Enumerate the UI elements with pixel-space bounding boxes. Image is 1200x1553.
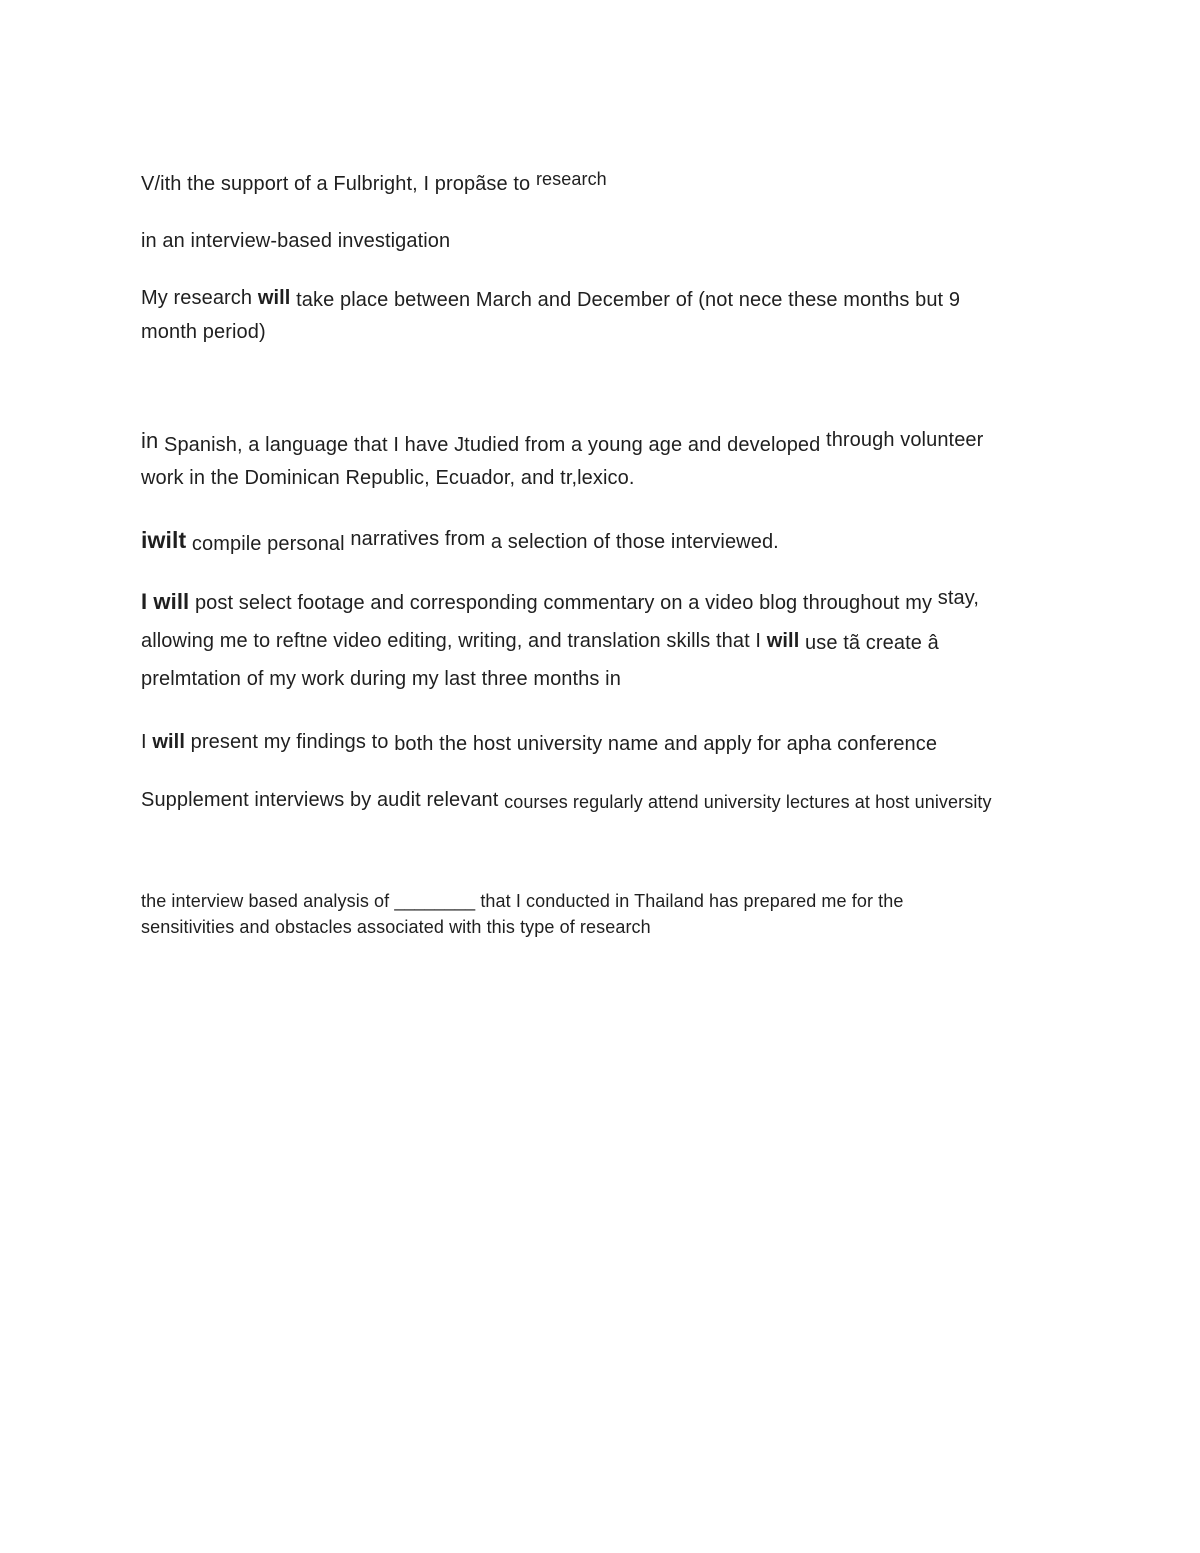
text-segment-bold: will <box>766 630 800 652</box>
paragraph-timeline-line2 <box>141 318 266 346</box>
paragraph-supplement <box>141 786 992 814</box>
text-segment-bold: will <box>152 731 185 753</box>
text-segment: My research <box>141 287 253 309</box>
paragraph-video-blog-line1 <box>141 588 979 617</box>
text-segment: Supplement interviews by audit relevant <box>141 789 499 811</box>
text-segment: sensitivities and obstacles associated with this type of research <box>141 917 651 937</box>
text-segment-raised: stay, <box>937 587 980 609</box>
text-segment: in <box>141 428 159 453</box>
text-segment-bold: will <box>257 287 291 309</box>
text-segment: use tã create â <box>805 632 939 654</box>
paragraph-present-findings <box>141 728 937 756</box>
text-segment-raised: research <box>535 169 607 189</box>
paragraph-spanish-line1 <box>141 430 983 459</box>
text-segment: of (not nece these months but 9 <box>675 289 961 311</box>
paragraph-thailand-line2 <box>141 914 651 940</box>
text-segment: present my findings to <box>190 731 389 753</box>
paragraph-spanish-line2 <box>141 464 635 492</box>
text-segment: courses regularly attend university lectures at host university <box>504 792 992 812</box>
text-segment: narratives from <box>350 528 486 550</box>
paragraph-timeline-line1 <box>141 284 960 312</box>
text-segment-raised: through volunteer <box>826 429 984 451</box>
text-segment: month period) <box>141 321 266 343</box>
text-segment: the interview based analysis of ________ that I conducted in Thailand has prepared me for the <box>141 891 904 911</box>
text-segment: a selection of those interviewed. <box>490 531 779 553</box>
text-segment: in an interview-based investigation <box>141 230 451 252</box>
text-segment: I <box>141 731 147 753</box>
paragraph-investigation <box>141 227 450 255</box>
text-segment-bold: I will <box>141 589 190 614</box>
paragraph-fulbright-intro <box>141 170 607 198</box>
text-segment-bold: iwilt <box>141 527 187 553</box>
text-segment: take place between March and December <box>296 289 671 311</box>
paragraph-video-blog-line3 <box>141 665 621 693</box>
text-segment: Spanish, a language that I have Jtudied from a young age and developed <box>164 434 821 456</box>
text-segment: allowing me to reftne video editing, writing, and translation skills that I <box>141 630 762 652</box>
paragraph-narratives <box>141 526 779 556</box>
paragraph-video-blog-line2 <box>141 627 939 655</box>
text-segment: work in the Dominican Republic, Ecuador, and tr,lexico. <box>141 467 635 489</box>
paragraph-thailand-line1 <box>141 888 903 914</box>
text-segment: prelmtation of my work during my last three months in <box>141 668 621 690</box>
text-segment: compile personal <box>191 533 345 555</box>
text-segment: V/ith the support of a Fulbright, I propãse to <box>141 173 531 195</box>
text-segment: both the host university name and apply for apha conference <box>394 733 938 755</box>
text-segment: post select footage and corresponding commentary on a video blog throughout my <box>194 592 933 614</box>
